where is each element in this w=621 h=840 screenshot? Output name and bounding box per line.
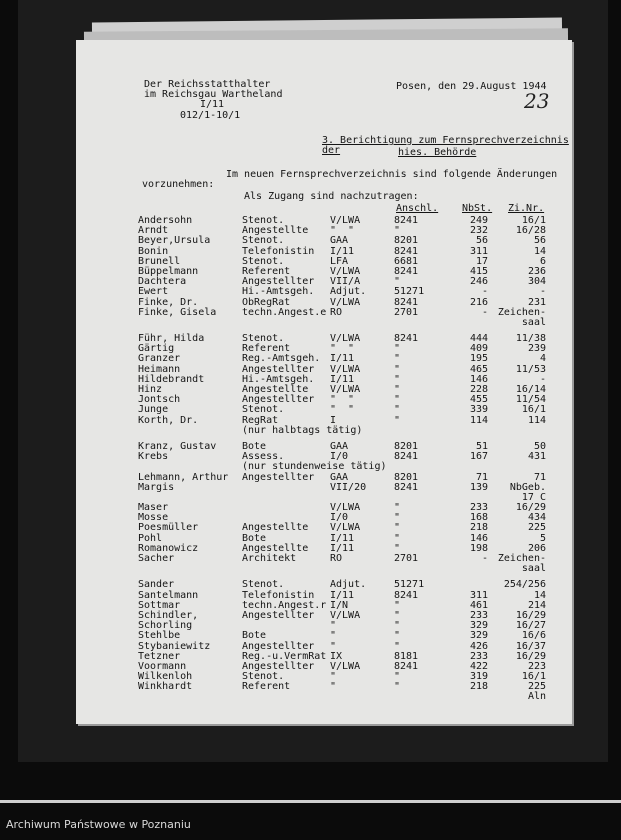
entry-tel: " bbox=[394, 522, 401, 534]
entry-fn: Angestellter bbox=[242, 660, 315, 672]
entry-dep: V/LWA bbox=[330, 296, 361, 308]
entry-rm: 16/27 bbox=[515, 620, 546, 632]
entry-fn: Bote bbox=[242, 630, 267, 642]
entry-rm: 11/38 bbox=[515, 333, 546, 345]
entry-rm: Aln bbox=[527, 691, 546, 703]
entry-tel: " bbox=[394, 542, 401, 554]
entry-fn: Bote bbox=[242, 440, 267, 452]
entry-name: Kranz, Gustav bbox=[138, 440, 217, 452]
entry-rm: 225 bbox=[527, 681, 546, 693]
entry-name: Poesmüller bbox=[138, 522, 199, 534]
entry-name: Winkhardt bbox=[138, 681, 193, 693]
entry-rm: 236 bbox=[527, 265, 546, 277]
entry-fn: Hi.-Amtsgeh. bbox=[242, 373, 315, 385]
entry-name: Sander bbox=[138, 579, 175, 591]
entry-tel: " bbox=[394, 681, 401, 693]
entry-tel: " bbox=[394, 609, 401, 621]
entry-fn: Angestellter bbox=[242, 276, 315, 288]
entry-tel: " bbox=[394, 414, 401, 426]
entry-zi: 168 bbox=[469, 512, 488, 524]
entry-zi: 17 bbox=[475, 255, 488, 267]
entry-zi: - bbox=[481, 553, 488, 564]
entry-rm: 16/6 bbox=[521, 630, 546, 642]
entry-rm: 254/256 bbox=[503, 579, 546, 591]
list-item bbox=[76, 462, 572, 472]
entry-zi: - bbox=[481, 306, 488, 318]
entry-zi: 233 bbox=[469, 502, 488, 514]
list-item bbox=[76, 483, 572, 493]
entry-rm: 14 bbox=[533, 245, 546, 257]
entry-name: Hildebrandt bbox=[138, 373, 205, 385]
entry-rm: 16/1 bbox=[521, 404, 546, 416]
document-page bbox=[76, 40, 572, 724]
entry-zi: 232 bbox=[469, 225, 488, 237]
entry-tel: 8201 bbox=[394, 440, 419, 452]
entry-name: Finke, Gisela bbox=[138, 306, 217, 318]
entry-fn: Stenot. bbox=[242, 215, 285, 226]
entry-rm: 11/53 bbox=[515, 363, 546, 375]
entry-dep: I/0 bbox=[330, 451, 349, 463]
entry-dep: " bbox=[330, 681, 337, 693]
entry-rm: Zeichen- bbox=[497, 306, 546, 318]
intro-text: Im neuen Fernsprechverzeichnis sind folgende Änderungen bbox=[226, 169, 558, 180]
entry-name: Tetzner bbox=[138, 650, 181, 662]
entry-tel: 8241 bbox=[394, 215, 419, 226]
entry-name: Maser bbox=[138, 502, 169, 514]
entry-fn: RegRat bbox=[242, 414, 279, 426]
entry-zi: 139 bbox=[469, 481, 488, 493]
column-header-zinr: Zi.Nr. bbox=[508, 203, 545, 214]
entry-dep: I bbox=[330, 414, 337, 426]
entry-zi: - bbox=[481, 286, 488, 298]
entry-name: Sacher bbox=[138, 553, 175, 564]
entry-fn: Referent bbox=[242, 265, 291, 277]
entry-dep: I/11 bbox=[330, 245, 355, 257]
entry-zi: 218 bbox=[469, 681, 488, 693]
entry-zi: 71 bbox=[475, 471, 488, 483]
entry-fn: Angestellte bbox=[242, 225, 309, 237]
entry-name: Krebs bbox=[138, 451, 169, 463]
entry-rm: 304 bbox=[527, 276, 546, 288]
entry-dep: V/LWA bbox=[330, 502, 361, 514]
entry-rm: 431 bbox=[527, 451, 546, 463]
entry-rm: 225 bbox=[527, 522, 546, 534]
entry-rm: 16/1 bbox=[521, 671, 546, 683]
entry-rm: 50 bbox=[533, 440, 546, 452]
entry-name: Korth, Dr. bbox=[138, 414, 199, 426]
sender-line: im Reichsgau Wartheland bbox=[144, 89, 283, 101]
entry-fn: Stenot. bbox=[242, 235, 285, 247]
entry-fn: Stenot. bbox=[242, 671, 285, 683]
entry-zi: 339 bbox=[469, 404, 488, 416]
entry-zi: 422 bbox=[469, 660, 488, 672]
entry-fn: Referent bbox=[242, 681, 291, 693]
entry-name: Jontsch bbox=[138, 394, 181, 406]
entry-fn: (nur halbtags tätig) bbox=[242, 424, 363, 436]
entry-name: Gärtig bbox=[138, 343, 175, 355]
entry-name: Santelmann bbox=[138, 589, 199, 601]
entry-rm: 17 C bbox=[521, 491, 546, 503]
intro-text: vorzunehmen: bbox=[142, 179, 215, 190]
entry-name: Finke, Dr. bbox=[138, 296, 199, 308]
entry-dep: V/LWA bbox=[330, 265, 361, 277]
entry-rm: 434 bbox=[527, 512, 546, 524]
sender-block bbox=[144, 80, 282, 121]
entry-name: Schindler, bbox=[138, 609, 199, 621]
entry-name: Führ, Hilda bbox=[138, 333, 205, 345]
entry-dep: V/LWA bbox=[330, 609, 361, 621]
entry-zi: 167 bbox=[469, 451, 488, 463]
entry-fn: Angestellte bbox=[242, 522, 309, 534]
entry-rm: 16/14 bbox=[515, 384, 546, 395]
entry-tel: 8241 bbox=[394, 451, 419, 463]
entries-list bbox=[76, 216, 572, 703]
entry-zi: 465 bbox=[469, 363, 488, 375]
entry-tel: 8181 bbox=[394, 650, 419, 662]
entry-rm: 239 bbox=[527, 343, 546, 355]
place-date: Posen, den 29.August 1944 bbox=[396, 81, 547, 92]
entry-name: Schorling bbox=[138, 620, 193, 632]
entry-rm: 206 bbox=[527, 542, 546, 554]
entry-zi: 228 bbox=[469, 384, 488, 395]
entry-dep: LFA bbox=[330, 255, 349, 267]
entry-dep: " " bbox=[330, 225, 355, 237]
entry-zi: 455 bbox=[469, 394, 488, 406]
entry-tel: 8241 bbox=[394, 296, 419, 308]
column-header-tel: Anschl. bbox=[396, 203, 439, 214]
entry-tel: " bbox=[394, 599, 401, 611]
entry-rm: 16/37 bbox=[515, 640, 546, 652]
entry-tel: 51271 bbox=[394, 579, 425, 591]
entry-rm: 16/29 bbox=[515, 502, 546, 514]
entry-name: Margis bbox=[138, 481, 175, 493]
entry-dep: V/LWA bbox=[330, 660, 361, 672]
entry-zi: 114 bbox=[469, 414, 488, 426]
entry-tel: 8241 bbox=[394, 333, 419, 345]
entry-dep: " " bbox=[330, 404, 355, 416]
document-title: 3. Berichtigung zum Fernsprechverzeichnis der bbox=[322, 135, 569, 157]
divider bbox=[0, 800, 621, 803]
entry-fn: Telefonistin bbox=[242, 245, 315, 257]
entry-dep: I/N bbox=[330, 599, 349, 611]
entry-fn: Hi.-Amtsgeh. bbox=[242, 286, 315, 298]
entry-rm: 4 bbox=[539, 353, 546, 365]
entry-name: Romanowicz bbox=[138, 542, 199, 554]
archive-credit: Archiwum Państwowe w Poznaniu bbox=[6, 818, 191, 831]
page-number: 23 bbox=[524, 89, 550, 113]
entry-rm: 16/28 bbox=[515, 225, 546, 237]
entry-tel: " bbox=[394, 363, 401, 375]
document-title: hies. Behörde bbox=[398, 147, 477, 158]
entry-zi: 426 bbox=[469, 640, 488, 652]
entry-zi: 249 bbox=[469, 215, 488, 226]
entry-fn: Assess. bbox=[242, 451, 285, 463]
entry-rm: 14 bbox=[533, 589, 546, 601]
entry-rm: 5 bbox=[539, 532, 546, 544]
entry-dep: RO bbox=[330, 553, 343, 564]
reference-line: 012/1-10/1 bbox=[180, 109, 241, 121]
entry-zi: 56 bbox=[475, 235, 488, 247]
entry-dep: I/11 bbox=[330, 353, 355, 365]
list-item bbox=[76, 318, 572, 328]
entry-zi: 329 bbox=[469, 620, 488, 632]
entry-tel: 8201 bbox=[394, 235, 419, 247]
entry-fn: Angestellte bbox=[242, 384, 309, 395]
entry-rm: - bbox=[539, 373, 546, 385]
entry-name: Voormann bbox=[138, 660, 187, 672]
entry-zi: 233 bbox=[469, 650, 488, 662]
sender-line: Der Reichsstatthalter bbox=[144, 79, 271, 90]
entry-name: Büppelmann bbox=[138, 265, 199, 277]
entry-name: Arndt bbox=[138, 225, 169, 237]
entry-name: Pohl bbox=[138, 532, 163, 544]
entry-rm: 16/29 bbox=[515, 609, 546, 621]
entry-rm: 231 bbox=[527, 296, 546, 308]
reference-line: I/11 bbox=[200, 99, 225, 111]
list-item bbox=[76, 308, 572, 318]
list-item bbox=[76, 564, 572, 574]
intro-text: Als Zugang sind nachzutragen: bbox=[244, 191, 419, 202]
entry-zi: 311 bbox=[469, 245, 488, 257]
entry-rm: Zeichen- bbox=[497, 553, 546, 564]
entry-zi: 198 bbox=[469, 542, 488, 554]
entry-dep: I/11 bbox=[330, 373, 355, 385]
entry-zi: 319 bbox=[469, 671, 488, 683]
entry-tel: 6681 bbox=[394, 255, 419, 267]
entry-dep: " bbox=[330, 640, 337, 652]
entry-fn: techn.Angest.r bbox=[242, 599, 327, 611]
entry-rm: 16/1 bbox=[521, 215, 546, 226]
entry-tel: " bbox=[394, 512, 401, 524]
entry-zi: 195 bbox=[469, 353, 488, 365]
list-item bbox=[76, 631, 572, 641]
entry-dep: " bbox=[330, 620, 337, 632]
entry-tel: " bbox=[394, 630, 401, 642]
entry-dep: I/11 bbox=[330, 532, 355, 544]
entry-name: Brunell bbox=[138, 255, 181, 267]
entry-tel: " bbox=[394, 394, 401, 406]
entry-tel: " bbox=[394, 671, 401, 683]
entry-rm: 114 bbox=[527, 414, 546, 426]
entry-fn: Angestellter bbox=[242, 609, 315, 621]
entry-dep: GAA bbox=[330, 440, 349, 452]
entry-rm: 71 bbox=[533, 471, 546, 483]
entry-rm: 16/29 bbox=[515, 650, 546, 662]
entry-name: Granzer bbox=[138, 353, 181, 365]
entry-rm: saal bbox=[521, 563, 546, 575]
list-item bbox=[76, 287, 572, 297]
entry-rm: 214 bbox=[527, 599, 546, 611]
entry-name: Lehmann, Arthur bbox=[138, 471, 229, 483]
entry-dep: IX bbox=[330, 650, 343, 662]
entry-tel: 2701 bbox=[394, 306, 419, 318]
entry-name: Beyer,Ursula bbox=[138, 235, 211, 247]
entry-tel: " bbox=[394, 640, 401, 652]
entry-rm: NbGeb. bbox=[509, 481, 546, 493]
entry-fn: Reg.-Amtsgeh. bbox=[242, 353, 321, 365]
entry-dep: I/11 bbox=[330, 589, 355, 601]
entry-dep: GAA bbox=[330, 471, 349, 483]
entry-zi: 409 bbox=[469, 343, 488, 355]
entry-rm: 56 bbox=[533, 235, 546, 247]
entry-tel: " bbox=[394, 384, 401, 395]
entry-fn: Angestellter bbox=[242, 394, 315, 406]
entry-fn: Stenot. bbox=[242, 579, 285, 591]
column-header-nbst: NbSt. bbox=[462, 203, 493, 214]
entry-zi: 51 bbox=[475, 440, 488, 452]
entry-tel: " bbox=[394, 502, 401, 514]
entry-fn: Stenot. bbox=[242, 404, 285, 416]
entry-fn: Architekt bbox=[242, 553, 297, 564]
entry-zi: 146 bbox=[469, 532, 488, 544]
entry-tel: " bbox=[394, 620, 401, 632]
entry-fn: Telefonistin bbox=[242, 589, 315, 601]
entry-dep: VII/20 bbox=[330, 481, 367, 493]
entry-tel: " bbox=[394, 532, 401, 544]
entry-zi: 246 bbox=[469, 276, 488, 288]
entry-name: Dachtera bbox=[138, 276, 187, 288]
entry-dep: " bbox=[330, 630, 337, 642]
entry-fn: Angestellter bbox=[242, 471, 315, 483]
entry-dep: I/11 bbox=[330, 542, 355, 554]
entry-tel: 51271 bbox=[394, 286, 425, 298]
entry-dep: I/0 bbox=[330, 512, 349, 524]
entry-zi: 218 bbox=[469, 522, 488, 534]
entry-fn: Stenot. bbox=[242, 333, 285, 345]
entry-fn: Reg.-u.VermRat bbox=[242, 650, 327, 662]
entry-name: Bonin bbox=[138, 245, 169, 257]
entry-dep: V/LWA bbox=[330, 333, 361, 345]
entry-zi: 311 bbox=[469, 589, 488, 601]
entry-zi: 233 bbox=[469, 609, 488, 621]
entry-tel: 8241 bbox=[394, 265, 419, 277]
entry-zi: 146 bbox=[469, 373, 488, 385]
entry-name: Mosse bbox=[138, 512, 169, 524]
entry-fn: Angestellter bbox=[242, 640, 315, 652]
entry-dep: Adjut. bbox=[330, 579, 367, 591]
entry-dep: V/LWA bbox=[330, 522, 361, 534]
entry-tel: 8241 bbox=[394, 245, 419, 257]
entry-fn: techn.Angest.e bbox=[242, 306, 327, 318]
entry-name: Stehlbe bbox=[138, 630, 181, 642]
entry-fn: (nur stundenweise tätig) bbox=[242, 461, 387, 473]
entry-zi: 444 bbox=[469, 333, 488, 345]
entry-name: Hinz bbox=[138, 384, 163, 395]
entry-fn: Angestellter bbox=[242, 363, 315, 375]
list-item bbox=[76, 682, 572, 692]
entry-name: Wilkenloh bbox=[138, 671, 193, 683]
entry-dep: " " bbox=[330, 343, 355, 355]
entry-dep: VII/A bbox=[330, 276, 361, 288]
list-item bbox=[76, 692, 572, 702]
entry-fn: ObRegRat bbox=[242, 296, 291, 308]
entry-rm: 223 bbox=[527, 660, 546, 672]
list-item bbox=[76, 554, 572, 564]
entry-name: Junge bbox=[138, 404, 169, 416]
entry-rm: - bbox=[539, 286, 546, 298]
entry-dep: V/LWA bbox=[330, 363, 361, 375]
entry-tel: 8241 bbox=[394, 481, 419, 493]
entry-dep: V/LWA bbox=[330, 384, 361, 395]
entry-dep: GAA bbox=[330, 235, 349, 247]
entry-rm: saal bbox=[521, 316, 546, 328]
entry-name: Sottmar bbox=[138, 599, 181, 611]
entry-name: Stybaniewitz bbox=[138, 640, 211, 652]
entry-tel: " bbox=[394, 404, 401, 416]
entry-zi: 415 bbox=[469, 265, 488, 277]
entry-zi: 216 bbox=[469, 296, 488, 308]
entry-zi: 329 bbox=[469, 630, 488, 642]
entry-dep: Adjut. bbox=[330, 286, 367, 298]
entry-name: Heimann bbox=[138, 363, 181, 375]
entry-tel: " bbox=[394, 225, 401, 237]
list-item bbox=[76, 426, 572, 436]
entry-tel: " bbox=[394, 343, 401, 355]
entry-zi: 461 bbox=[469, 599, 488, 611]
entry-rm: 6 bbox=[539, 255, 546, 267]
entry-tel: " bbox=[394, 276, 401, 288]
entry-fn: Bote bbox=[242, 532, 267, 544]
entry-name: Andersohn bbox=[138, 215, 193, 226]
entry-tel: 8241 bbox=[394, 660, 419, 672]
entry-dep: RO bbox=[330, 306, 343, 318]
entry-dep: " bbox=[330, 671, 337, 683]
entry-tel: 8241 bbox=[394, 589, 419, 601]
entry-tel: " bbox=[394, 353, 401, 365]
entry-dep: V/LWA bbox=[330, 215, 361, 226]
entry-tel: 2701 bbox=[394, 553, 419, 564]
entry-tel: " bbox=[394, 373, 401, 385]
entry-dep: " " bbox=[330, 394, 355, 406]
entry-rm: 11/54 bbox=[515, 394, 546, 406]
entry-tel: 8201 bbox=[394, 471, 419, 483]
entry-fn: Referent bbox=[242, 343, 291, 355]
entry-name: Ewert bbox=[138, 286, 169, 298]
entry-fn: Stenot. bbox=[242, 255, 285, 267]
entry-fn: Angestellte bbox=[242, 542, 309, 554]
